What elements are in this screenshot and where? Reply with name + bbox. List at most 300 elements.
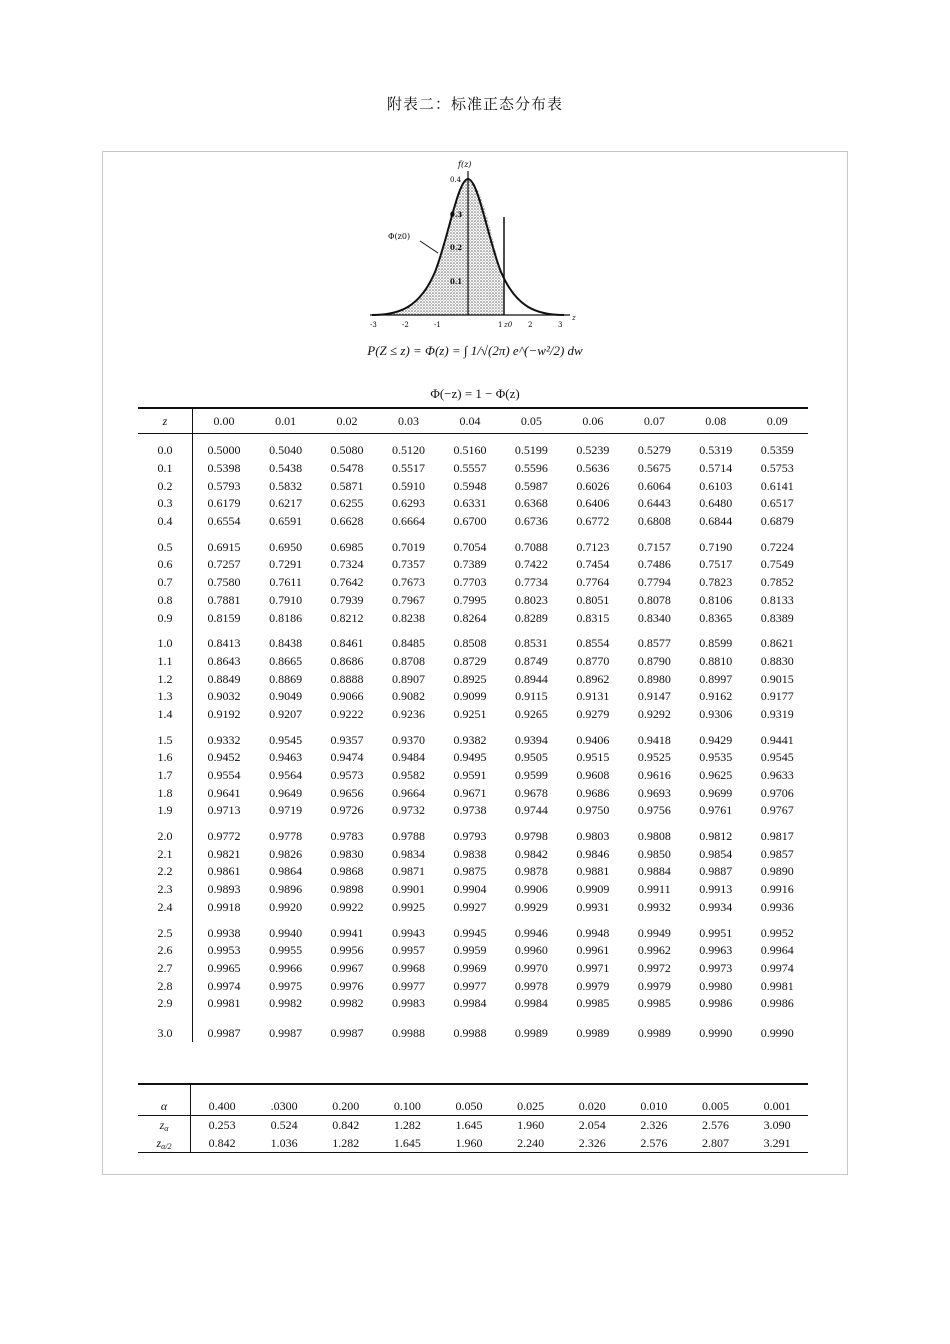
- critical-value-cell: .0300: [253, 1084, 315, 1116]
- table-cell: 0.5675: [637, 461, 671, 476]
- table-row: [138, 749, 808, 767]
- table-cell: 0.9131: [576, 689, 610, 704]
- z-alpha-label: $z_\alpha$: [138, 1116, 191, 1135]
- table-cell: 0.5596: [514, 461, 548, 476]
- table-cell: 0.5714: [699, 461, 733, 476]
- table-cell: 0.9977: [392, 978, 425, 993]
- critical-value-cell: 2.576: [640, 1135, 668, 1150]
- table-header-row: [138, 408, 808, 434]
- table-cell: 0.9803: [576, 829, 610, 844]
- table-cell: 0.9484: [392, 750, 425, 765]
- row-spacer: [138, 723, 808, 731]
- row-z-value: 1.6: [138, 749, 193, 767]
- row-z-value: 1.2: [138, 670, 193, 688]
- table-cell: 0.7967: [392, 592, 425, 607]
- table-cell: 0.9974: [760, 960, 794, 975]
- table-cell: 0.9978: [514, 978, 548, 993]
- table-cell: 0.7939: [330, 592, 364, 607]
- table-cell: 0.7088: [514, 539, 548, 554]
- page-title: 附表二：标准正态分布表: [386, 95, 563, 113]
- header-col: 0.00: [213, 413, 235, 428]
- table-cell: 0.5557: [453, 461, 487, 476]
- header-col: 0.09: [766, 413, 788, 428]
- table-body: [138, 434, 808, 1043]
- table-cell: 0.9251: [453, 706, 487, 721]
- table-cell: 0.9982: [269, 996, 303, 1011]
- table-cell: 0.9943: [392, 925, 425, 940]
- critical-value-cell: 0.100: [377, 1084, 439, 1116]
- row-z-value: 0.4: [138, 513, 193, 531]
- table-cell: 0.9535: [699, 750, 733, 765]
- table-cell: 0.6844: [699, 514, 733, 529]
- table-cell: 0.6141: [760, 478, 794, 493]
- y-tick: 0.4: [450, 176, 462, 184]
- table-cell: 0.8577: [637, 636, 671, 651]
- critical-values-table: [138, 1083, 808, 1153]
- table-cell: 0.5000: [207, 443, 241, 458]
- table-cell: 0.9971: [576, 960, 610, 975]
- table-cell: 0.7389: [453, 557, 487, 572]
- table-cell: 0.6985: [330, 539, 364, 554]
- table-cell: 0.9887: [699, 864, 733, 879]
- x-tick: -1: [434, 321, 441, 329]
- table-cell: 0.9949: [637, 925, 671, 940]
- table-cell: 0.7123: [576, 539, 610, 554]
- row-z-value: 2.4: [138, 899, 193, 917]
- table-row: [138, 653, 808, 671]
- table-cell: 0.5832: [269, 478, 303, 493]
- table-cell: 0.9972: [637, 960, 671, 975]
- table-row: [138, 495, 808, 513]
- table-row: [138, 995, 808, 1013]
- table-row: [138, 460, 808, 478]
- row-z-value: 1.8: [138, 784, 193, 802]
- table-cell: 0.9918: [207, 899, 241, 914]
- table-cell: 0.5793: [207, 478, 241, 493]
- table-cell: 0.8962: [576, 671, 610, 686]
- critical-value-cell: 1.645: [455, 1117, 483, 1132]
- table-cell: 0.6331: [453, 496, 487, 511]
- table-cell: 0.9429: [699, 732, 733, 747]
- table-cell: 0.9975: [269, 978, 303, 993]
- table-cell: 0.9222: [330, 706, 364, 721]
- alpha-row: [138, 1084, 808, 1116]
- table-cell: 0.7852: [760, 575, 794, 590]
- table-cell: 0.9495: [453, 750, 487, 765]
- z-half-alpha-label: $z_{\alpha/2}$: [138, 1134, 191, 1153]
- table-cell: 0.8830: [760, 653, 794, 668]
- table-cell: 0.9812: [699, 829, 733, 844]
- table-cell: 0.9962: [637, 943, 671, 958]
- table-cell: 0.6628: [330, 514, 364, 529]
- table-cell: 0.9925: [392, 899, 425, 914]
- table-cell: 0.9554: [207, 768, 241, 783]
- table-cell: 0.9713: [207, 803, 241, 818]
- table-cell: 0.9671: [453, 785, 487, 800]
- critical-value-cell: 0.842: [332, 1117, 360, 1132]
- table-cell: 0.7257: [207, 557, 241, 572]
- table-row: [138, 960, 808, 978]
- table-cell: 0.9292: [637, 706, 671, 721]
- table-cell: 0.9936: [760, 899, 794, 914]
- table-cell: 0.9750: [576, 803, 610, 818]
- table-cell: 0.9864: [269, 864, 303, 879]
- table-cell: 0.9641: [207, 785, 241, 800]
- table-cell: 0.7454: [576, 557, 610, 572]
- table-cell: 0.5753: [760, 461, 794, 476]
- row-z-value: 1.4: [138, 706, 193, 724]
- row-z-value: 1.0: [138, 635, 193, 653]
- row-z-value: 2.2: [138, 863, 193, 881]
- table-cell: 0.6950: [269, 539, 303, 554]
- critical-value-cell: 1.282: [393, 1117, 421, 1132]
- table-cell: 0.9582: [392, 768, 425, 783]
- table-cell: 0.7910: [269, 592, 303, 607]
- table-cell: 0.9842: [514, 846, 548, 861]
- header-col: 0.08: [705, 413, 727, 428]
- table-cell: 0.8907: [392, 671, 425, 686]
- table-cell: 0.9306: [699, 706, 733, 721]
- table-cell: 0.8749: [514, 653, 548, 668]
- table-cell: 0.7019: [392, 539, 425, 554]
- table-cell: 0.9981: [207, 996, 241, 1011]
- table-cell: 0.6591: [269, 514, 303, 529]
- table-cell: 0.7291: [269, 557, 303, 572]
- x-tick: -3: [370, 321, 377, 329]
- table-cell: 0.9656: [330, 785, 364, 800]
- table-cell: 0.8389: [760, 610, 794, 625]
- table-cell: 0.9981: [760, 978, 794, 993]
- table-cell: 0.9989: [514, 1025, 548, 1040]
- critical-value-cell: 2.576: [701, 1117, 729, 1132]
- table-cell: 0.8078: [637, 592, 671, 607]
- table-cell: 0.9987: [207, 1025, 241, 1040]
- table-cell: 0.9963: [699, 943, 733, 958]
- table-cell: 0.8729: [453, 653, 487, 668]
- row-z-value: 0.2: [138, 477, 193, 495]
- row-z-value: 1.3: [138, 688, 193, 706]
- table-cell: 0.9938: [207, 925, 241, 940]
- table-cell: 0.5636: [576, 461, 610, 476]
- table-cell: 0.6879: [760, 514, 794, 529]
- table-cell: 0.9693: [637, 785, 671, 800]
- table-cell: 0.5239: [576, 443, 610, 458]
- header-col: 0.02: [336, 413, 358, 428]
- table-cell: 0.7642: [330, 575, 364, 590]
- table-cell: 0.8869: [269, 671, 303, 686]
- row-z-value: 1.9: [138, 802, 193, 820]
- header-col: 0.07: [643, 413, 665, 428]
- table-cell: 0.8686: [330, 653, 364, 668]
- critical-value-cell: 1.282: [332, 1135, 360, 1150]
- table-row: [138, 1025, 808, 1043]
- table-cell: 0.9706: [760, 785, 794, 800]
- row-z-value: 2.8: [138, 977, 193, 995]
- table-cell: 0.9834: [392, 846, 425, 861]
- table-row: [138, 863, 808, 881]
- table-cell: 0.8365: [699, 610, 733, 625]
- table-cell: 0.9778: [269, 829, 303, 844]
- table-cell: 0.9941: [330, 925, 364, 940]
- table-cell: 0.8023: [514, 592, 548, 607]
- table-cell: 0.5279: [637, 443, 671, 458]
- table-cell: 0.6772: [576, 514, 610, 529]
- table-cell: 0.9953: [207, 943, 241, 958]
- table-cell: 0.7054: [453, 539, 487, 554]
- table-cell: 0.8770: [576, 653, 610, 668]
- table-cell: 0.7881: [207, 592, 241, 607]
- table-row: [138, 924, 808, 942]
- table-cell: 0.9986: [760, 996, 794, 1011]
- table-cell: 0.5398: [207, 461, 241, 476]
- table-cell: 0.5080: [330, 443, 364, 458]
- symmetry-formula: Φ(−z) = 1 − Φ(z): [430, 386, 520, 401]
- table-row: [138, 881, 808, 899]
- table-cell: 0.9599: [514, 768, 548, 783]
- x-tick: -2: [402, 321, 409, 329]
- table-cell: 0.6368: [514, 496, 548, 511]
- y-tick: 0.3: [450, 210, 463, 219]
- table-cell: 0.9608: [576, 768, 610, 783]
- table-cell: 0.9946: [514, 925, 548, 940]
- table-cell: 0.6664: [392, 514, 425, 529]
- row-z-value: 0.3: [138, 495, 193, 513]
- header-z: z: [138, 408, 193, 434]
- table-cell: 0.9826: [269, 846, 303, 861]
- table-cell: 0.9871: [392, 864, 425, 879]
- row-spacer: [138, 627, 808, 635]
- table-cell: 0.9838: [453, 846, 487, 861]
- table-cell: 0.7224: [760, 539, 794, 554]
- table-cell: 0.5517: [392, 461, 425, 476]
- table-cell: 0.6064: [637, 478, 671, 493]
- table-row: [138, 670, 808, 688]
- table-cell: 0.7611: [269, 575, 302, 590]
- table-row: [138, 556, 808, 574]
- table-cell: 0.9916: [760, 882, 794, 897]
- table-cell: 0.8810: [699, 653, 733, 668]
- table-row: [138, 784, 808, 802]
- table-cell: 0.9726: [330, 803, 364, 818]
- table-cell: 0.9099: [453, 689, 487, 704]
- critical-value-cell: 2.326: [578, 1135, 606, 1150]
- table-cell: 0.9808: [637, 829, 671, 844]
- table-cell: 0.9394: [514, 732, 548, 747]
- table-row: [138, 731, 808, 749]
- critical-value-cell: 0.200: [315, 1084, 377, 1116]
- table-cell: 0.5478: [330, 461, 364, 476]
- table-cell: 0.6554: [207, 514, 241, 529]
- table-cell: 0.9881: [576, 864, 610, 879]
- table-cell: 0.5319: [699, 443, 733, 458]
- table-cell: 0.9821: [207, 846, 241, 861]
- critical-value-cell: 0.842: [208, 1135, 236, 1150]
- table-cell: 0.8621: [760, 636, 794, 651]
- header-col: 0.06: [582, 413, 604, 428]
- table-cell: 0.6217: [269, 496, 303, 511]
- x-tick: 3: [558, 321, 563, 329]
- table-cell: 0.9319: [760, 706, 794, 721]
- table-cell: 0.6915: [207, 539, 241, 554]
- critical-value-cell: 2.326: [640, 1117, 668, 1132]
- table-cell: 0.9015: [760, 671, 794, 686]
- table-cell: 0.8849: [207, 671, 241, 686]
- shaded-area: [375, 179, 504, 315]
- table-cell: 0.8212: [330, 610, 364, 625]
- table-cell: 0.9207: [269, 706, 303, 721]
- table-cell: 0.9909: [576, 882, 610, 897]
- table-cell: 0.9959: [453, 943, 487, 958]
- table-cell: 0.8790: [637, 653, 671, 668]
- table-cell: 0.9969: [453, 960, 487, 975]
- table-cell: 0.9965: [207, 960, 241, 975]
- table-cell: 0.9357: [330, 732, 364, 747]
- table-cell: 0.9767: [760, 803, 794, 818]
- table-cell: 0.9664: [392, 785, 425, 800]
- table-cell: 0.7580: [207, 575, 241, 590]
- table-cell: 0.7794: [637, 575, 671, 590]
- table-cell: 0.9854: [699, 846, 733, 861]
- row-z-value: 0.1: [138, 460, 193, 478]
- table-cell: 0.9961: [576, 943, 610, 958]
- table-cell: 0.7823: [699, 575, 733, 590]
- y-axis-label: f(z): [458, 160, 472, 169]
- table-cell: 0.6255: [330, 496, 364, 511]
- critical-value-cell: 3.090: [763, 1117, 791, 1132]
- table-cell: 0.9967: [330, 960, 364, 975]
- row-z-value: 1.5: [138, 731, 193, 749]
- table-cell: 0.9922: [330, 899, 364, 914]
- table-cell: 0.7673: [392, 575, 425, 590]
- table-cell: 0.9830: [330, 846, 364, 861]
- table-cell: 0.9990: [699, 1025, 733, 1040]
- table-cell: 0.8508: [453, 636, 487, 651]
- table-cell: 0.9850: [637, 846, 671, 861]
- table-row: [138, 688, 808, 706]
- table-cell: 0.9192: [207, 706, 241, 721]
- table-cell: 0.9861: [207, 864, 241, 879]
- x-tick: 1: [498, 321, 503, 329]
- critical-value-cell: 0.524: [270, 1117, 298, 1132]
- table-cell: 0.8238: [392, 610, 425, 625]
- z-half-alpha-row: [138, 1134, 808, 1153]
- y-tick: 0.2: [450, 243, 463, 252]
- table-cell: 0.7995: [453, 592, 487, 607]
- table-cell: 0.8643: [207, 653, 241, 668]
- table-cell: 0.9982: [330, 996, 364, 1011]
- table-cell: 0.6443: [637, 496, 671, 511]
- table-cell: 0.9573: [330, 768, 364, 783]
- table-cell: 0.9115: [515, 689, 548, 704]
- table-cell: 0.9625: [699, 768, 733, 783]
- table-cell: 0.9474: [330, 750, 364, 765]
- table-cell: 0.9846: [576, 846, 610, 861]
- table-cell: 0.5120: [392, 443, 425, 458]
- table-cell: 0.9441: [760, 732, 794, 747]
- table-cell: 0.8997: [699, 671, 733, 686]
- table-cell: 0.9082: [392, 689, 425, 704]
- y-tick: 0.1: [450, 277, 463, 286]
- table-cell: 0.9989: [576, 1025, 610, 1040]
- table-cell: 0.9964: [760, 943, 794, 958]
- table-cell: 0.9382: [453, 732, 487, 747]
- table-row: [138, 574, 808, 592]
- table-cell: 0.9970: [514, 960, 548, 975]
- table-cell: 0.9979: [637, 978, 671, 993]
- row-z-value: 0.9: [138, 609, 193, 627]
- callout-label: Φ(z0): [388, 232, 411, 241]
- table-cell: 0.9545: [269, 732, 303, 747]
- table-cell: 0.9976: [330, 978, 364, 993]
- table-cell: 0.6517: [760, 496, 794, 511]
- critical-value-cell: 1.960: [517, 1117, 545, 1132]
- table-cell: 0.8888: [330, 671, 364, 686]
- critical-value-cell: 0.253: [208, 1117, 236, 1132]
- table-cell: 0.9744: [514, 803, 548, 818]
- table-row: [138, 767, 808, 785]
- table-cell: 0.9793: [453, 829, 487, 844]
- table-cell: 0.9906: [514, 882, 548, 897]
- critical-value-cell: 0.010: [623, 1084, 685, 1116]
- critical-value-cell: 1.036: [270, 1135, 298, 1150]
- table-cell: 0.9049: [269, 689, 303, 704]
- table-cell: 0.9236: [392, 706, 425, 721]
- table-cell: 0.8315: [576, 610, 610, 625]
- table-cell: 0.9973: [699, 960, 733, 975]
- table-cell: 0.6736: [514, 514, 548, 529]
- table-cell: 0.9878: [514, 864, 548, 879]
- table-cell: 0.7517: [699, 557, 733, 572]
- x-tick: z0: [504, 321, 513, 329]
- table-cell: 0.9952: [760, 925, 794, 940]
- critical-value-cell: 2.240: [517, 1135, 545, 1150]
- table-cell: 0.6808: [637, 514, 671, 529]
- table-cell: 0.7764: [576, 575, 610, 590]
- table-row: [138, 977, 808, 995]
- table-cell: 0.9974: [207, 978, 241, 993]
- table-cell: 0.8554: [576, 636, 610, 651]
- table-cell: 0.6480: [699, 496, 733, 511]
- row-z-value: 2.5: [138, 924, 193, 942]
- table-cell: 0.5199: [514, 443, 548, 458]
- table-cell: 0.9452: [207, 750, 241, 765]
- table-cell: 0.9901: [392, 882, 425, 897]
- critical-value-cell: 1.645: [393, 1135, 421, 1150]
- table-cell: 0.9904: [453, 882, 487, 897]
- table-row: [138, 513, 808, 531]
- row-spacer: [138, 434, 808, 443]
- table-row: [138, 592, 808, 610]
- table-cell: 0.8531: [514, 636, 548, 651]
- row-z-value: 2.7: [138, 960, 193, 978]
- table-cell: 0.9463: [269, 750, 303, 765]
- critical-value-cell: 0.005: [685, 1084, 747, 1116]
- table-cell: 0.7190: [699, 539, 733, 554]
- table-cell: 0.8708: [392, 653, 425, 668]
- row-z-value: 2.6: [138, 942, 193, 960]
- row-z-value: 0.0: [138, 442, 193, 460]
- table-cell: 0.9911: [638, 882, 671, 897]
- table-cell: 0.7734: [514, 575, 548, 590]
- table-cell: 0.8944: [514, 671, 548, 686]
- table-cell: 0.9756: [637, 803, 671, 818]
- row-spacer: [138, 530, 808, 538]
- table-cell: 0.9990: [760, 1025, 794, 1040]
- table-cell: 0.9798: [514, 829, 548, 844]
- table-cell: 0.9370: [392, 732, 425, 747]
- table-cell: 0.9875: [453, 864, 487, 879]
- table-cell: 0.9732: [392, 803, 425, 818]
